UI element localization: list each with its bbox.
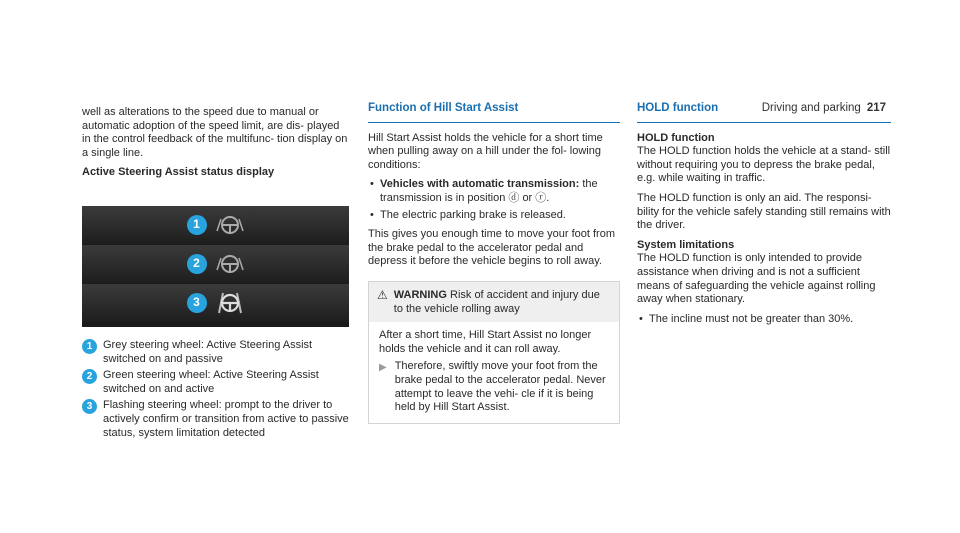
figure-row-2 <box>82 245 349 283</box>
column-right <box>637 102 891 332</box>
grey-steering-wheel-icon <box>215 213 245 237</box>
figure-marker-3: 3 <box>187 293 207 313</box>
column-middle <box>368 102 620 424</box>
status-display-figure <box>82 206 349 327</box>
hill-start-paragraph: This gives you enough time to move your foot from the brake pedal to the accelerator pedal and depress it before the vehicle begins to roll away. <box>368 228 616 268</box>
legend-marker-1: 1 <box>82 339 97 354</box>
figure-row-1 <box>82 206 349 244</box>
hold-subheading: HOLD function <box>637 131 715 144</box>
legend-text-3: Flashing steering wheel: prompt to the driver to actively confirm or transition from active to passive status, system limitation detected <box>103 399 349 439</box>
legend-marker-3: 3 <box>82 399 97 414</box>
warning-text: After a short time, Hill Start Assist no longer holds the vehicle and it can roll away. <box>379 329 592 355</box>
legend-item-1 <box>82 339 350 366</box>
warning-body <box>369 322 619 423</box>
legend-marker-2: 2 <box>82 369 97 384</box>
figure-marker-1: 1 <box>187 215 207 235</box>
intro-paragraph: well as alterations to the speed due to manual or automatic adoption of the speed limit, are dis- played in the control feedback of the multifunc- tion display on a single line. <box>82 106 348 159</box>
limitations-list <box>637 313 891 327</box>
limitations-paragraph: The HOLD function is only intended to provide assistance when driving and is not a sufficient means of safeguarding the vehicle against rolling away when stationary. <box>637 252 876 306</box>
warning-triangle-icon: ⚠ <box>377 287 388 302</box>
conditions-list <box>368 178 620 222</box>
legend-item-2 <box>82 369 350 396</box>
hold-paragraph-1: The HOLD function holds the vehicle at a stand- still without requiring you to depress the brake pedal, e.g. while waiting in traffic. <box>637 145 891 185</box>
section-title: Driving and parking <box>761 102 861 114</box>
hold-heading: HOLD function <box>637 102 891 123</box>
warning-title: Risk of accident and injury due to the vehicle rolling away <box>393 288 600 315</box>
figure-marker-2: 2 <box>187 254 207 274</box>
list-item: • The incline must not be greater than 30%. <box>637 313 891 327</box>
figure-row-3 <box>82 284 349 322</box>
list-item <box>368 178 620 205</box>
flashing-steering-wheel-icon <box>215 289 245 317</box>
warning-action-text: Therefore, swiftly move your foot from the brake pedal to the accelerator pedal. Never attempt to leave the vehi- cle if it is being held by Hill Start Assist. <box>394 360 606 414</box>
status-display-heading: Active Steering Assist status display <box>82 166 275 179</box>
warning-title-wrap <box>394 289 611 316</box>
legend-text-2: Green steering wheel: Active Steering Assist switched on and active <box>103 369 319 395</box>
list-item: • The electric parking brake is released. <box>368 209 620 223</box>
hold-paragraph-2: The HOLD function is only an aid. The responsi- bility for the vehicle safely standing still remains with the driver. <box>637 191 891 232</box>
warning-box <box>368 281 620 424</box>
legend-text-1: Grey steering wheel: Active Steering Assist switched on and passive <box>103 338 313 365</box>
condition-bold: Vehicles with automatic transmission: <box>380 178 580 191</box>
green-steering-wheel-icon <box>215 252 245 276</box>
legend-item-3 <box>82 399 350 440</box>
condition-rest: the transmission is in position ⓓ or ⓡ. <box>380 178 598 204</box>
warning-action <box>379 360 609 414</box>
limitations-subheading: System limitations <box>637 238 735 251</box>
arrow-right-icon: ▶ <box>379 362 387 374</box>
page-number: 217 <box>866 102 886 114</box>
warning-header <box>369 282 619 322</box>
hill-start-intro: Hill Start Assist holds the vehicle for a short time when pulling away on a hill under the fol- lowing conditions: <box>368 131 603 171</box>
hill-start-heading: Function of Hill Start Assist <box>368 102 620 123</box>
warning-label: WARNING <box>393 288 447 301</box>
column-left <box>82 106 350 443</box>
